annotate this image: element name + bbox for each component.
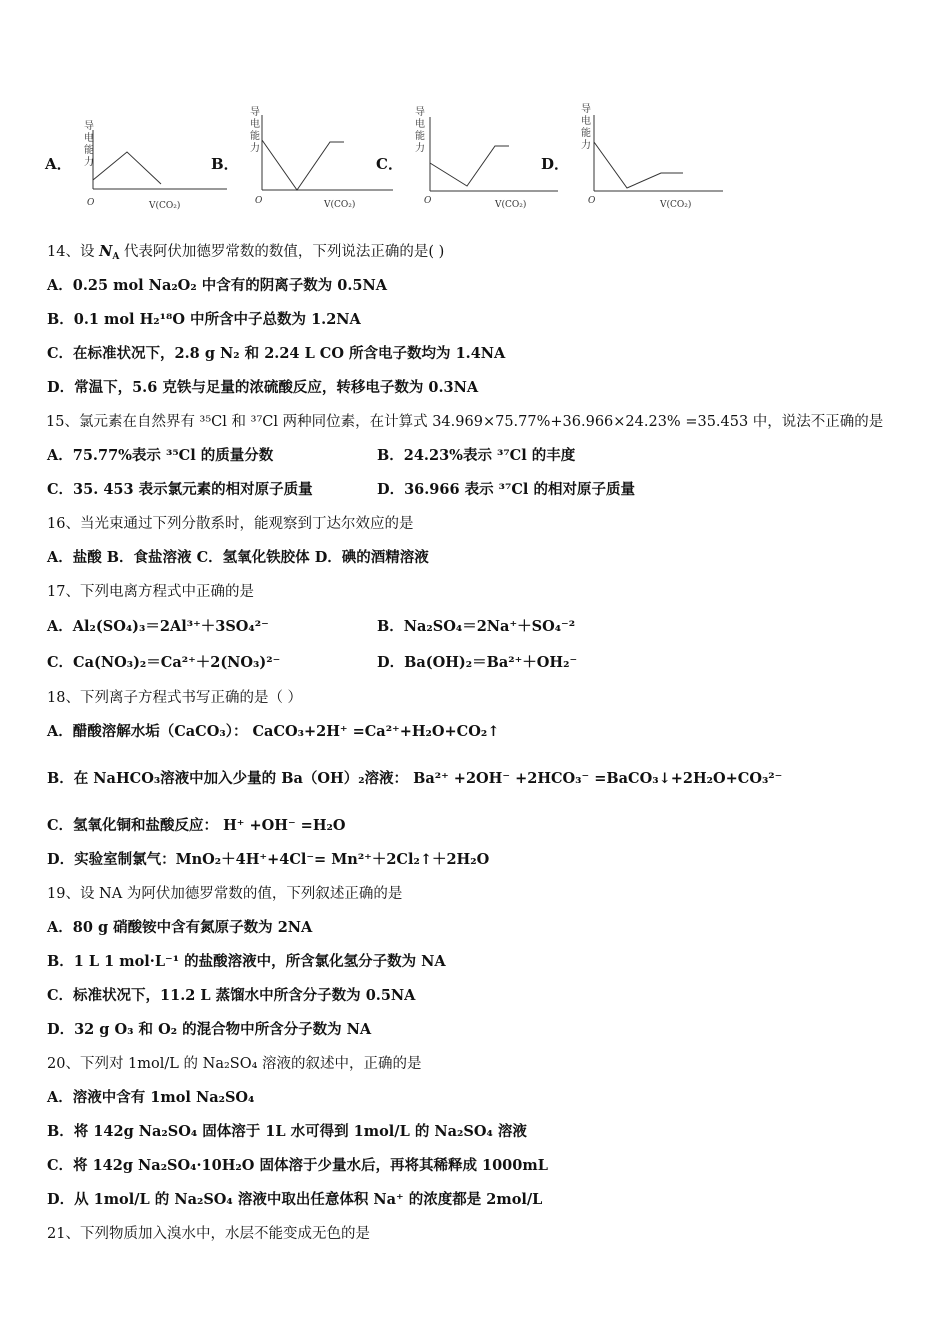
q17-option-d[interactable]: D．Ba(OH)₂＝Ba²⁺＋OH₂⁻ <box>377 654 578 671</box>
origin-label: O <box>87 198 95 208</box>
graph-a-plot <box>79 95 229 220</box>
q19-option-a[interactable]: A．80 g 硝酸铵中含有氮原子数为 2NA <box>47 919 313 936</box>
q17-option-b[interactable]: B．Na₂SO₄＝2Na⁺＋SO₄⁻² <box>377 618 576 635</box>
q16-options[interactable]: A．盐酸 B．食盐溶液 C．氢氧化铁胶体 D．碘的酒精溶液 <box>47 549 429 566</box>
graph-c-curve <box>430 146 509 186</box>
x-axis-label: V(CO₂) <box>324 200 356 210</box>
q19-option-c[interactable]: C．标准状况下，11.2 L 蒸馏水中所含分子数为 0.5NA <box>47 987 416 1004</box>
q14-option-d[interactable]: D．常温下，5.6 克铁与足量的浓硫酸反应，转移电子数为 0.3NA <box>47 379 479 396</box>
q20-option-b[interactable]: B．将 142g Na₂SO₄ 固体溶于 1L 水可得到 1mol/L 的 Na₂SO₄ 溶液 <box>47 1123 527 1140</box>
q15-option-row-2 <box>47 473 927 507</box>
question-16-stem: 16、当光束通过下列分散系时，能观察到丁达尔效应的是 <box>47 516 414 532</box>
y-axis-label-char: 导 <box>84 121 94 132</box>
graph-b-curve <box>262 140 344 190</box>
origin-label: O <box>588 196 596 206</box>
y-axis-label-char: 电 <box>84 133 94 144</box>
q18-option-b[interactable]: B．在 NaHCO₃溶液中加入少量的 Ba（OH）₂溶液： Ba²⁺ +2OH⁻ +2HCO₃⁻ =BaCO₃↓+2H₂O+CO₃²⁻ <box>47 770 783 787</box>
question-17-stem: 17、下列电离方程式中正确的是 <box>47 584 254 600</box>
q20-option-c[interactable]: C．将 142g Na₂SO₄·10H₂O 固体溶于少量水后，再将其稀释成 1000mL <box>47 1157 548 1174</box>
question-15-stem: 15、氯元素在自然界有 ³⁵Cl 和 ³⁷Cl 两种同位素，在计算式 34.969×75.77%+36.966×24.23% =35.453 中，说法不正确的是 <box>46 414 884 430</box>
y-axis-label-char: 电 <box>250 119 260 130</box>
graph-a-curve <box>93 152 161 184</box>
q18-option-c[interactable]: C．氢氧化铜和盐酸反应： H⁺ +OH⁻ =H₂O <box>47 817 346 834</box>
y-axis-label-char: 力 <box>415 143 425 154</box>
q14-option-a[interactable]: A．0.25 mol Na₂O₂ 中含有的阴离子数为 0.5NA <box>47 277 387 294</box>
q14-option-b[interactable]: B．0.1 mol H₂¹⁸O 中所含中子总数为 1.2NA <box>47 311 361 328</box>
y-axis-label-char: 能 <box>250 131 260 142</box>
q19-option-d[interactable]: D．32 g O₃ 和 O₂ 的混合物中所含分子数为 NA <box>47 1021 372 1038</box>
x-axis-label: V(CO₂) <box>149 201 181 211</box>
q19-option-b[interactable]: B．1 L 1 mol·L⁻¹ 的盐酸溶液中，所含氯化氢分子数为 NA <box>47 953 446 970</box>
graph-label: A． <box>45 155 72 173</box>
q15-option-d[interactable]: D．36.966 表示 ³⁷Cl 的相对原子质量 <box>377 481 635 498</box>
graph-d-curve <box>594 142 683 188</box>
q17-option-row-1 <box>47 609 927 645</box>
question-19-stem: 19、设 NA 为阿伏加德罗常数的值，下列叙述正确的是 <box>47 886 403 902</box>
y-axis-label-char: 导 <box>415 107 425 118</box>
q15-option-c[interactable]: C．35. 453 表示氯元素的相对原子质量 <box>47 481 313 498</box>
y-axis-label-char: 导 <box>250 107 260 118</box>
q17-option-a[interactable]: A．Al₂(SO₄)₃＝2Al³⁺＋3SO₄²⁻ <box>47 618 269 635</box>
q18-option-d[interactable]: D．实验室制氯气：MnO₂＋4H⁺+4Cl⁻= Mn²⁺＋2Cl₂↑＋2H₂O <box>47 851 490 868</box>
y-axis-label-char: 力 <box>581 140 591 151</box>
q17-option-row-2 <box>47 645 927 681</box>
graph-b-plot <box>245 95 395 220</box>
q20-option-d[interactable]: D．从 1mol/L 的 Na₂SO₄ 溶液中取出任意体积 Na⁺ 的浓度都是 2mol/L <box>47 1191 543 1208</box>
q15-option-row-1 <box>47 439 927 473</box>
origin-label: O <box>255 196 263 206</box>
q15-option-b[interactable]: B．24.23%表示 ³⁷Cl 的丰度 <box>377 447 576 464</box>
y-axis-label-char: 力 <box>250 143 260 154</box>
graph-label: C． <box>376 155 403 173</box>
y-axis-label-char: 导 <box>581 104 591 115</box>
y-axis-label-char: 能 <box>415 131 425 142</box>
q17-option-c[interactable]: C．Ca(NO₃)₂＝Ca²⁺＋2(NO₃)²⁻ <box>47 654 281 671</box>
q20-option-a[interactable]: A．溶液中含有 1mol Na₂SO₄ <box>47 1089 255 1106</box>
graph-label: D． <box>541 155 570 173</box>
conductivity-graph-row <box>0 95 950 220</box>
question-18-stem: 18、下列离子方程式书写正确的是（ ） <box>47 690 303 706</box>
origin-label: O <box>424 196 432 206</box>
x-axis-label: V(CO₂) <box>660 200 692 210</box>
q18-option-a[interactable]: A．醋酸溶解水垢（CaCO₃）： CaCO₃+2H⁺ =Ca²⁺+H₂O+CO₂↑ <box>47 723 500 740</box>
x-axis-label: V(CO₂) <box>495 200 527 210</box>
graph-d-plot <box>575 95 725 220</box>
graph-c-plot <box>410 95 560 220</box>
question-20-stem: 20、下列对 1mol/L 的 Na₂SO₄ 溶液的叙述中，正确的是 <box>47 1056 422 1072</box>
question-14-stem: 14、设 $N_A$ 代表阿伏加德罗常数的数值，下列说法正确的是( ) <box>47 243 445 262</box>
question-21-stem: 21、下列物质加入溴水中，水层不能变成无色的是 <box>47 1226 370 1242</box>
y-axis-label-char: 能 <box>581 128 591 139</box>
y-axis-label-char: 电 <box>581 116 591 127</box>
q14-option-c[interactable]: C．在标准状况下，2.8 g N₂ 和 2.24 L CO 所含电子数均为 1.4NA <box>47 345 506 362</box>
y-axis-label-char: 能 <box>84 145 94 156</box>
y-axis-label-char: 电 <box>415 119 425 130</box>
question-list <box>47 235 927 1251</box>
y-axis-label-char: 力 <box>84 157 94 168</box>
graph-label: B． <box>211 155 239 173</box>
q15-option-a[interactable]: A．75.77%表示 ³⁵Cl 的质量分数 <box>47 447 274 464</box>
